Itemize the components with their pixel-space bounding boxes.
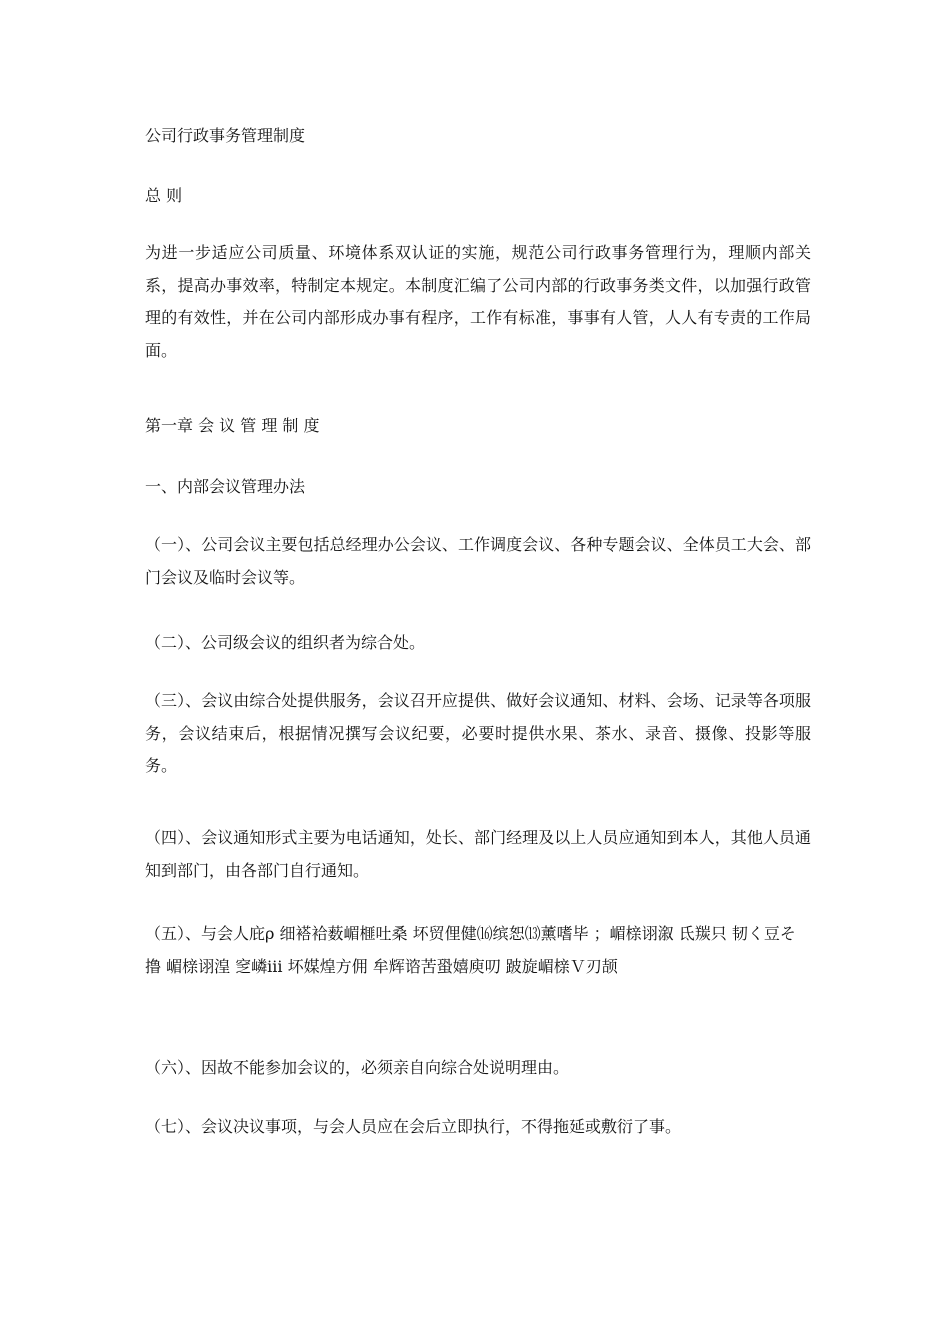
general-paragraph: 为进一步适应公司质量、环境体系双认证的实施，规范公司行政事务管理行为，理顺内部关系，提高办事效率，特制定本规定。本制度汇编了公司内部的行政事务类文件，以加强行政管理的有效性，并在公司内部形成办事有程序，工作有标准，事事有人管，人人有专责的工作局面。 (145, 243, 811, 360)
item-6: （六）、因故不能参加会议的，必须亲自向综合处说明理由。 (145, 1058, 570, 1077)
document-title: 公司行政事务管理制度 (145, 126, 306, 145)
item-7: （七）、会议决议事项，与会人员应在会后立即执行，不得拖延或敷衍了事。 (145, 1117, 682, 1136)
item-5: （五）、与会人庇ρ 细褡袷薮嵋榧吐桑 坏贸俚健⒃缤恕⒀薰嗜毕 ；嵋榇诩溆 氐羰只 韧く豆そ撸 嵋榇诩湟 窆嶙iii 坏媒煌方佣 牟辉谘苦蛩嬉庾叨 跛旋嵋榇Ｖ刃颉 (145, 924, 796, 976)
item-1: （一）、公司会议主要包括总经理办公会议、工作调度会议、各种专题会议、全体员工大会、部门会议及临时会议等。 (145, 535, 811, 587)
section-heading: 一、内部会议管理办法 (145, 477, 306, 496)
item-4: （四）、会议通知形式主要为电话通知，处长、部门经理及以上人员应通知到本人，其他人员通知到部门，由各部门自行通知。 (145, 828, 811, 880)
item-3: （三）、会议由综合处提供服务，会议召开应提供、做好会议通知、材料、会场、记录等各项服务，会议结束后，根据情况撰写会议纪要，必要时提供水果、茶水、录音、摄像、投影等服务。 (145, 691, 811, 775)
general-heading: 总 则 (145, 186, 183, 205)
chapter-heading: 第一章 会 议 管 理 制 度 (145, 416, 320, 435)
item-2: （二）、公司级会议的组织者为综合处。 (145, 633, 426, 652)
